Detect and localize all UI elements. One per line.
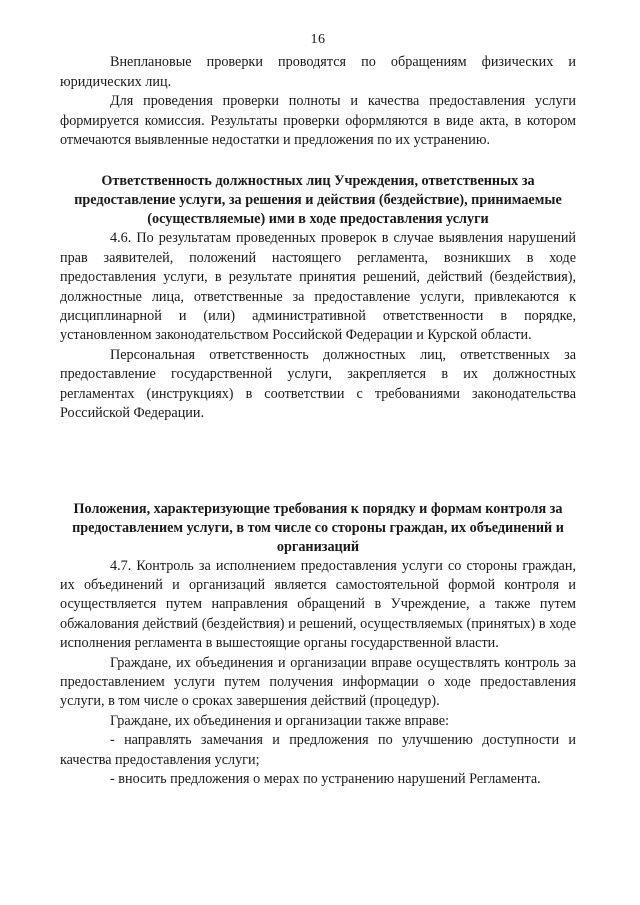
paragraph-unscheduled-checks: Внеплановые проверки проводятся по обращениям физических и юридических лиц. bbox=[60, 54, 576, 90]
paragraph-4-6: 4.6. По результатам проведенных проверок в случае выявления нарушений прав заявителей, положений настоящего регламента, возникших в ходе предоставления услуги, в результате принятия решений, действий (бездействия), должностные лица, ответственные за предоставление услуги, привлекаются к дисциплинарной и (или) административной ответственности в порядке, установленном законодательством Российской Федерации и Курской области. bbox=[60, 230, 576, 344]
document-page bbox=[60, 30, 576, 789]
page-number: 16 bbox=[310, 32, 326, 47]
spacer bbox=[60, 424, 576, 500]
paragraph-4-7: 4.7. Контроль за исполнением предоставления услуги со стороны граждан, их объединений и организаций является самостоятельной формой контроля и осуществляется путем направления обращений в Учреждение, а также путем обжалования действий (бездействия) и решений, осуществляемых (принятых) в ходе исполнения регламента в вышестоящие органы государственной власти. bbox=[60, 557, 576, 652]
spacer bbox=[60, 150, 576, 172]
list-item-remarks: - направлять замечания и предложения по улучшению доступности и качества предоставления услуги; bbox=[60, 732, 576, 768]
paragraph-citizens-rights: Граждане, их объединения и организации также вправе: bbox=[110, 712, 450, 729]
paragraph-commission: Для проведения проверки полноты и качества предоставления услуги формируется комиссия. Результаты проверки оформляются в виде акта, в котором отмечаются выявленные недостатки и предложения по их устранению. bbox=[60, 93, 576, 149]
paragraph-citizens-control: Граждане, их объединения и организации вправе осуществлять контроль за предоставлением услуги путем получения информации о ходе предоставления услуги, в том числе о сроках завершения действий (процедур). bbox=[60, 654, 576, 710]
section-heading-control-provisions: Положения, характеризующие требования к порядку и формам контроля за предоставлением услуги, в том числе со стороны граждан, их объединений и организаций bbox=[72, 500, 564, 555]
paragraph-personal-responsibility: Персональная ответственность должностных лиц, ответственных за предоставление государственной услуги, закрепляется в их должностных регламентах (инструкциях) в соответствии с требованиями законодательства Российской Федерации. bbox=[60, 346, 576, 422]
section-heading-responsibility: Ответственность должностных лиц Учреждения, ответственных за предоставление услуги, за решения и действия (бездействие), принимаемые (осуществляемые) ими в ходе предоставления услуги bbox=[74, 173, 562, 228]
list-item-proposals: - вносить предложения о мерах по устранению нарушений Регламента. bbox=[110, 770, 541, 787]
